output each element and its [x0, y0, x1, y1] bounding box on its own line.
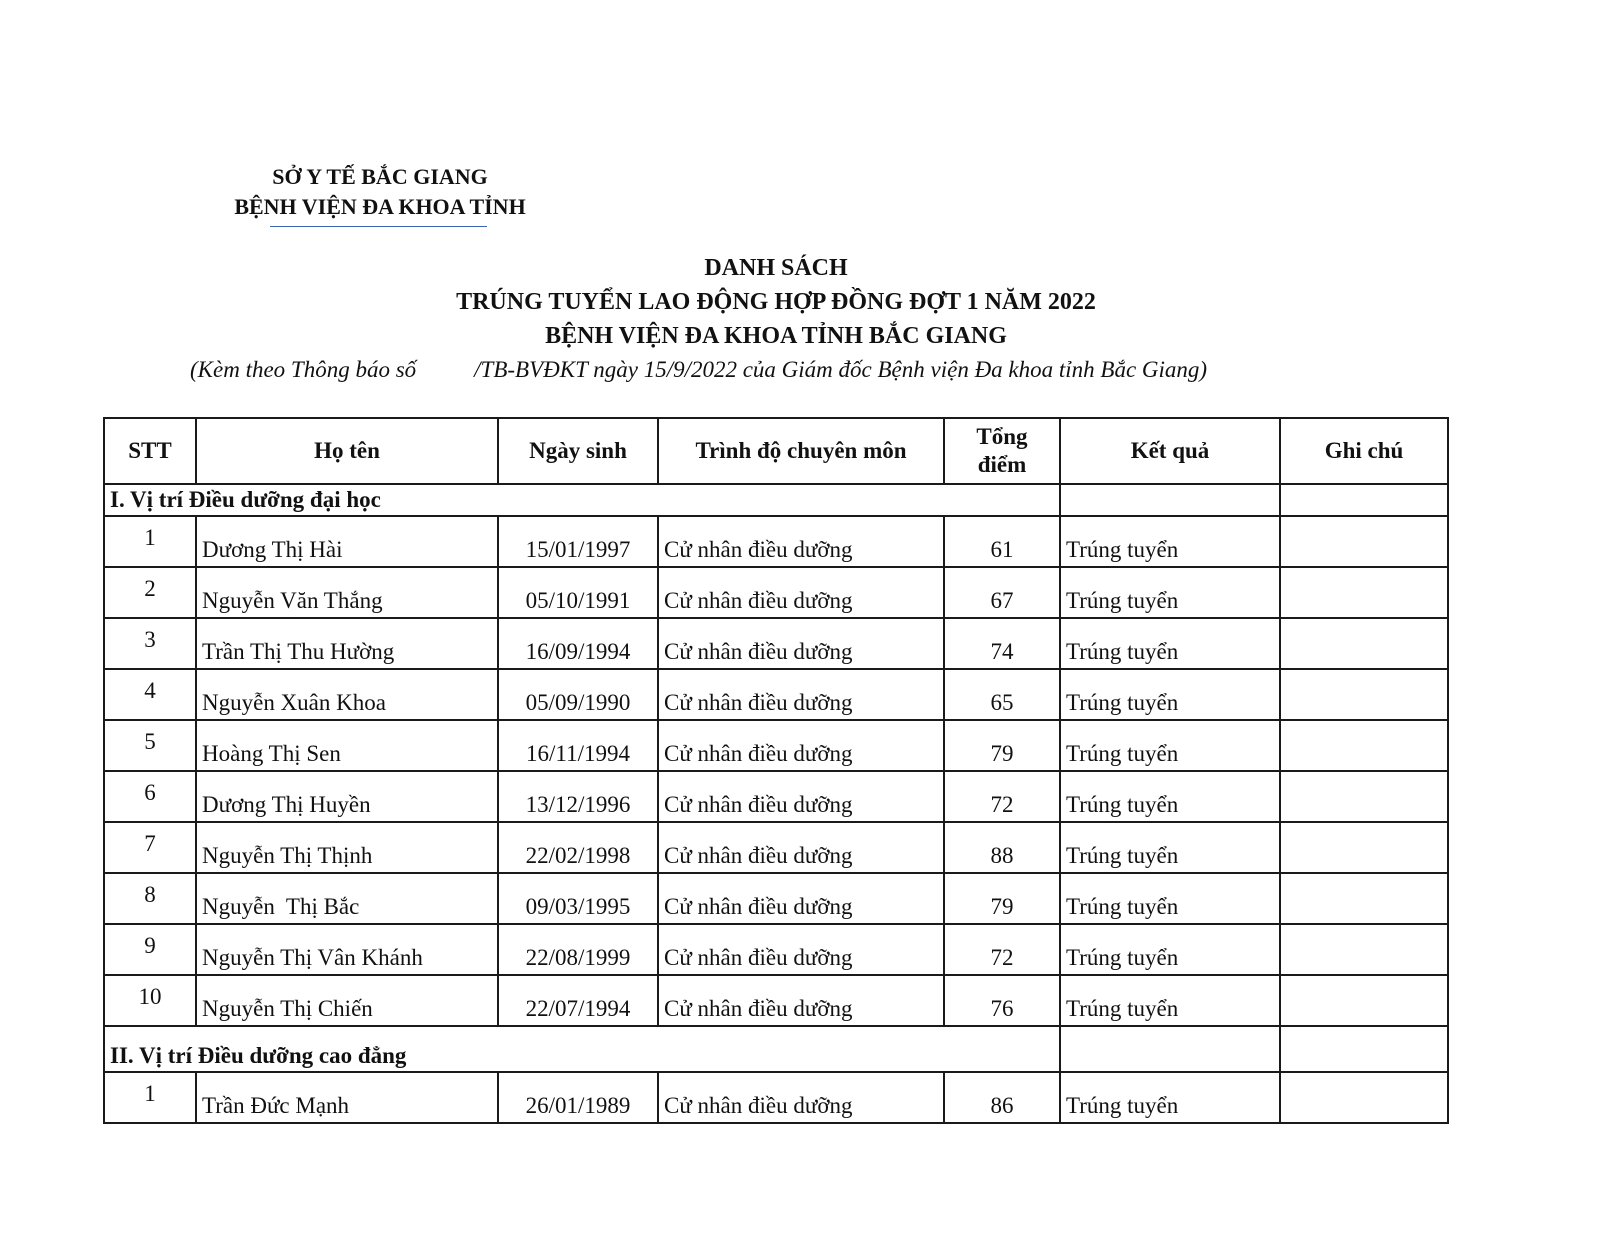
cell-result: Trúng tuyển: [1060, 975, 1280, 1026]
header-score-line2: điểm: [977, 452, 1027, 477]
cell-stt: 2: [104, 567, 196, 618]
header-qualification: Trình độ chuyên môn: [658, 418, 944, 484]
section-title: I. Vị trí Điều dưỡng đại học: [104, 484, 1060, 516]
cell-note: [1280, 720, 1448, 771]
cell-stt: 1: [104, 516, 196, 567]
document-title-line2: TRÚNG TUYỂN LAO ĐỘNG HỢP ĐỒNG ĐỢT 1 NĂM 2022: [456, 289, 1096, 315]
subtitle-part2: /TB-BVĐKT ngày 15/9/2022 của Giám đốc Bệnh viện Đa khoa tỉnh Bắc Giang): [474, 357, 1208, 382]
subtitle-part1: (Kèm theo Thông báo số: [190, 357, 417, 382]
cell-name: Nguyễn Thị Chiến: [196, 975, 498, 1026]
document-title-line3: BỆNH VIỆN ĐA KHOA TỈNH BẮC GIANG: [545, 323, 1007, 349]
department-name: SỞ Y TẾ BẮC GIANG: [272, 164, 488, 189]
cell-note: [1280, 771, 1448, 822]
cell-score: 72: [944, 924, 1060, 975]
cell-name: Dương Thị Hài: [196, 516, 498, 567]
cell-qualification: Cử nhân điều dưỡng: [658, 924, 944, 975]
table-row: [104, 924, 1448, 975]
cell-result: Trúng tuyển: [1060, 516, 1280, 567]
cell-note: [1280, 975, 1448, 1026]
cell-name: Nguyễn Thị Bắc: [196, 873, 498, 924]
cell-name: Nguyễn Thị Vân Khánh: [196, 924, 498, 975]
cell-qualification: Cử nhân điều dưỡng: [658, 669, 944, 720]
cell-qualification: Cử nhân điều dưỡng: [658, 822, 944, 873]
cell-stt: 7: [104, 822, 196, 873]
cell-note: [1280, 618, 1448, 669]
cell-name: Dương Thị Huyền: [196, 771, 498, 822]
document-title: DANH SÁCH: [704, 255, 848, 281]
cell-name: Nguyễn Văn Thắng: [196, 567, 498, 618]
cell-score: 74: [944, 618, 1060, 669]
header-result: Kết quả: [1060, 418, 1280, 484]
cell-score: 79: [944, 873, 1060, 924]
cell-score: 67: [944, 567, 1060, 618]
cell-score: 65: [944, 669, 1060, 720]
cell-result: Trúng tuyển: [1060, 822, 1280, 873]
hospital-name: BỆNH VIỆN ĐA KHOA TỈNH: [234, 194, 526, 219]
cell-qualification: Cử nhân điều dưỡng: [658, 975, 944, 1026]
cell-stt: 6: [104, 771, 196, 822]
cell-note: [1280, 822, 1448, 873]
table-row: [104, 618, 1448, 669]
cell-name: Trần Thị Thu Hường: [196, 618, 498, 669]
cell-result: Trúng tuyển: [1060, 924, 1280, 975]
header-underline: [270, 226, 487, 227]
section-row: [104, 1026, 1448, 1072]
table-row: [104, 669, 1448, 720]
cell-stt: 8: [104, 873, 196, 924]
cell-qualification: Cử nhân điều dưỡng: [658, 567, 944, 618]
header-name: Họ tên: [196, 418, 498, 484]
cell-result: Trúng tuyển: [1060, 669, 1280, 720]
table-row: [104, 516, 1448, 567]
cell-dob: 22/08/1999: [498, 924, 658, 975]
cell-name: Nguyễn Thị Thịnh: [196, 822, 498, 873]
table-row: [104, 567, 1448, 618]
table-row: [104, 975, 1448, 1026]
cell-name: Trần Đức Mạnh: [196, 1072, 498, 1123]
document-subtitle: [190, 357, 1207, 383]
cell-result: Trúng tuyển: [1060, 720, 1280, 771]
cell-score: 88: [944, 822, 1060, 873]
cell-dob: 15/01/1997: [498, 516, 658, 567]
cell-stt: 5: [104, 720, 196, 771]
cell-qualification: Cử nhân điều dưỡng: [658, 1072, 944, 1123]
cell-stt: 9: [104, 924, 196, 975]
section-row: [104, 484, 1448, 516]
cell-result: Trúng tuyển: [1060, 1072, 1280, 1123]
cell-score: 72: [944, 771, 1060, 822]
header-stt: STT: [104, 418, 196, 484]
header-score-line1: Tổng: [976, 424, 1028, 449]
cell-score: 76: [944, 975, 1060, 1026]
cell-name: Hoàng Thị Sen: [196, 720, 498, 771]
cell-dob: 22/07/1994: [498, 975, 658, 1026]
header-note: Ghi chú: [1280, 418, 1448, 484]
cell-score: 79: [944, 720, 1060, 771]
cell-qualification: Cử nhân điều dưỡng: [658, 618, 944, 669]
cell-dob: 13/12/1996: [498, 771, 658, 822]
cell-name: Nguyễn Xuân Khoa: [196, 669, 498, 720]
issuing-organization: [200, 162, 560, 222]
cell-qualification: Cử nhân điều dưỡng: [658, 516, 944, 567]
cell-result: Trúng tuyển: [1060, 567, 1280, 618]
cell-qualification: Cử nhân điều dưỡng: [658, 771, 944, 822]
cell-score: 61: [944, 516, 1060, 567]
cell-qualification: Cử nhân điều dưỡng: [658, 720, 944, 771]
table-row: [104, 771, 1448, 822]
section-empty-cell: [1060, 484, 1280, 516]
section-empty-cell: [1060, 1026, 1280, 1072]
cell-dob: 09/03/1995: [498, 873, 658, 924]
section-empty-cell: [1280, 1026, 1448, 1072]
cell-stt: 3: [104, 618, 196, 669]
cell-note: [1280, 567, 1448, 618]
results-table: [103, 417, 1449, 1124]
cell-dob: 05/09/1990: [498, 669, 658, 720]
table-row: [104, 873, 1448, 924]
cell-stt: 10: [104, 975, 196, 1026]
cell-dob: 22/02/1998: [498, 822, 658, 873]
cell-note: [1280, 669, 1448, 720]
header-score: [944, 418, 1060, 484]
cell-stt: 4: [104, 669, 196, 720]
cell-result: Trúng tuyển: [1060, 873, 1280, 924]
cell-dob: 16/11/1994: [498, 720, 658, 771]
cell-note: [1280, 924, 1448, 975]
cell-dob: 05/10/1991: [498, 567, 658, 618]
cell-result: Trúng tuyển: [1060, 618, 1280, 669]
cell-note: [1280, 1072, 1448, 1123]
cell-qualification: Cử nhân điều dưỡng: [658, 873, 944, 924]
cell-note: [1280, 873, 1448, 924]
table-row: [104, 720, 1448, 771]
cell-score: 86: [944, 1072, 1060, 1123]
section-title: II. Vị trí Điều dưỡng cao đẳng: [104, 1026, 1060, 1072]
table-header-row: [104, 418, 1448, 484]
table-row: [104, 822, 1448, 873]
cell-result: Trúng tuyển: [1060, 771, 1280, 822]
cell-note: [1280, 516, 1448, 567]
header-dob: Ngày sinh: [498, 418, 658, 484]
cell-stt: 1: [104, 1072, 196, 1123]
table-row: [104, 1072, 1448, 1123]
section-empty-cell: [1280, 484, 1448, 516]
cell-dob: 26/01/1989: [498, 1072, 658, 1123]
cell-dob: 16/09/1994: [498, 618, 658, 669]
